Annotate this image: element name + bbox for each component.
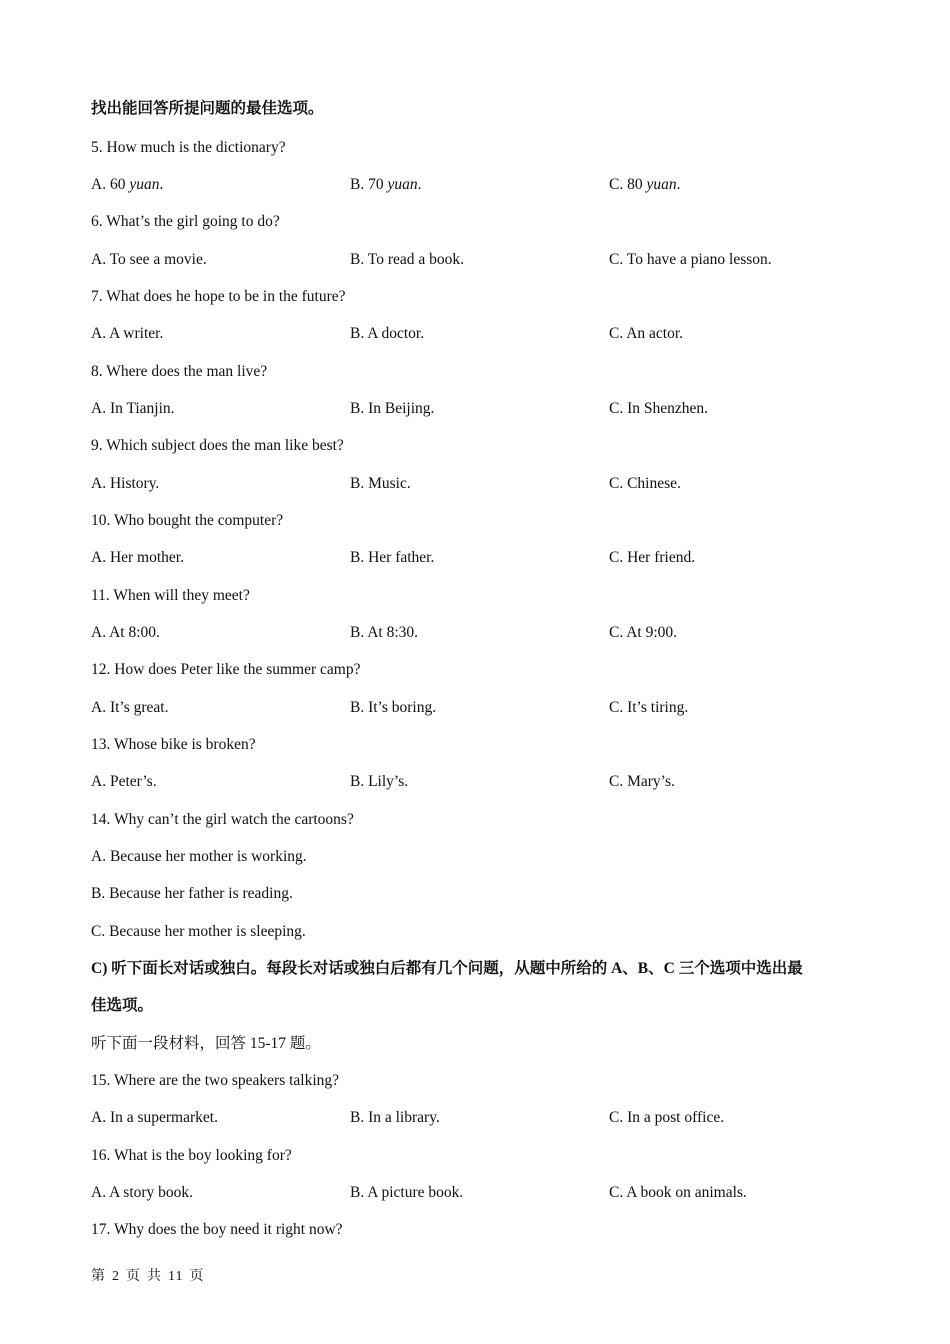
question-10: 10. Who bought the computer? xyxy=(91,512,284,529)
option-c: C. Her friend. xyxy=(609,549,696,566)
option-b: B. In a library. xyxy=(350,1109,440,1126)
options-row-9 xyxy=(0,474,950,494)
option-c: C. To have a piano lesson. xyxy=(609,251,772,268)
option-a: A. A writer. xyxy=(91,325,164,342)
options-row-13 xyxy=(0,772,950,792)
section-c-heading: C) 听下面长对话或独白。每段长对话或独白后都有几个问题，从题中所给的 A、B、C 三个选项中选出最 xyxy=(91,960,803,977)
option-c: C. A book on animals. xyxy=(609,1184,747,1201)
current-page-number: 2 xyxy=(112,1269,120,1284)
option-c: C. 80 yuan. xyxy=(609,176,681,193)
option-c: C. In a post office. xyxy=(609,1109,725,1126)
section-b-heading: 找出能回答所提问题的最佳选项。 xyxy=(91,100,324,117)
footer-label: 页 xyxy=(126,1269,141,1284)
question-5: 5. How much is the dictionary? xyxy=(91,139,286,156)
option-b: B. Because her father is reading. xyxy=(91,885,293,902)
option-a: A. History. xyxy=(91,475,160,492)
page-footer xyxy=(91,1268,210,1286)
option-a: A. At 8:00. xyxy=(91,624,160,641)
option-c: C. An actor. xyxy=(609,325,684,342)
option-b: B. 70 yuan. xyxy=(350,176,422,193)
listening-instruction: 听下面一段材料，回答 15-17 题。 xyxy=(91,1035,321,1052)
option-b: B. At 8:30. xyxy=(350,624,419,641)
footer-label: 共 xyxy=(147,1269,162,1284)
option-a: A. Her mother. xyxy=(91,549,184,566)
footer-label: 页 xyxy=(189,1269,205,1284)
options-row-15 xyxy=(0,1108,950,1128)
question-8: 8. Where does the man live? xyxy=(91,363,268,380)
option-a: A. In a supermarket. xyxy=(91,1109,218,1126)
option-a: A. Because her mother is working. xyxy=(91,848,307,865)
option-c: C. Mary’s. xyxy=(609,773,675,790)
option-c: C. Chinese. xyxy=(609,475,681,492)
option-a: A. To see a movie. xyxy=(91,251,207,268)
options-row-7 xyxy=(0,324,950,344)
option-b: B. Music. xyxy=(350,475,411,492)
option-a: A. Peter’s. xyxy=(91,773,157,790)
question-9: 9. Which subject does the man like best? xyxy=(91,437,344,454)
question-15: 15. Where are the two speakers talking? xyxy=(91,1072,340,1089)
option-b: B. Lily’s. xyxy=(350,773,409,790)
question-12: 12. How does Peter like the summer camp? xyxy=(91,661,361,678)
option-b: B. To read a book. xyxy=(350,251,464,268)
footer-label: 第 xyxy=(91,1269,106,1284)
options-row-5 xyxy=(0,175,950,195)
option-c: C. In Shenzhen. xyxy=(609,400,709,417)
section-c-heading-cont: 佳选项。 xyxy=(91,997,154,1014)
question-7: 7. What does he hope to be in the future? xyxy=(91,288,346,305)
options-row-10 xyxy=(0,548,950,568)
options-row-11 xyxy=(0,623,950,643)
option-a: A. 60 yuan. xyxy=(91,176,164,193)
option-b: B. Her father. xyxy=(350,549,435,566)
option-b: B. A picture book. xyxy=(350,1184,464,1201)
option-a: A. In Tianjin. xyxy=(91,400,175,417)
options-row-16 xyxy=(0,1183,950,1203)
option-b: B. In Beijing. xyxy=(350,400,435,417)
option-b: B. It’s boring. xyxy=(350,699,437,716)
question-17: 17. Why does the boy need it right now? xyxy=(91,1221,343,1238)
question-14: 14. Why can’t the girl watch the cartoons? xyxy=(91,811,354,828)
total-pages-number: 11 xyxy=(168,1269,184,1284)
question-11: 11. When will they meet? xyxy=(91,587,250,604)
question-16: 16. What is the boy looking for? xyxy=(91,1147,292,1164)
option-c: C. At 9:00. xyxy=(609,624,678,641)
question-13: 13. Whose bike is broken? xyxy=(91,736,256,753)
options-row-6 xyxy=(0,250,950,270)
option-c: C. Because her mother is sleeping. xyxy=(91,923,306,940)
option-c: C. It’s tiring. xyxy=(609,699,689,716)
question-6: 6. What’s the girl going to do? xyxy=(91,213,280,230)
options-row-8 xyxy=(0,399,950,419)
option-a: A. A story book. xyxy=(91,1184,194,1201)
option-b: B. A doctor. xyxy=(350,325,425,342)
option-a: A. It’s great. xyxy=(91,699,169,716)
options-row-12 xyxy=(0,698,950,718)
